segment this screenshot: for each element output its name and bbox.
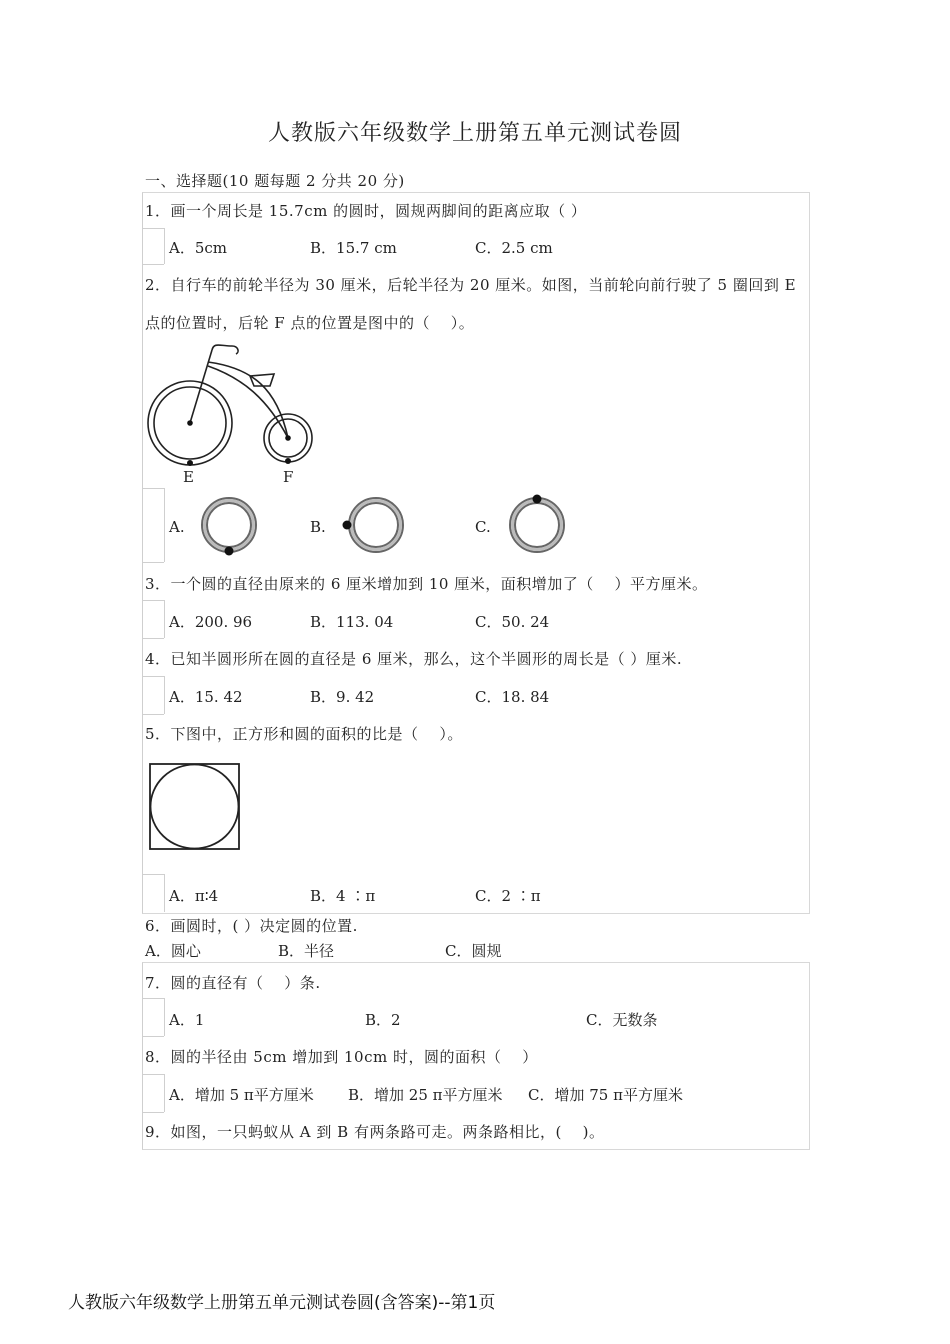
question-5-option-c[interactable]: C．2 ∶π [475,887,541,905]
question-8-option-a[interactable]: A．增加 5 π平方厘米 [169,1086,314,1104]
point-f-label: F [283,468,294,486]
question-1-option-c[interactable]: C．2.5 cm [475,239,553,257]
question-2-option-c[interactable]: C. [475,518,491,536]
question-5-option-b[interactable]: B．4 ∶π [310,887,376,905]
question-8-stem: 8．圆的半径由 5cm 增加到 10cm 时，圆的面积（ ） [145,1048,538,1066]
question-3-option-c[interactable]: C．50. 24 [475,613,550,631]
question-1-option-b[interactable]: B．15.7 cm [310,239,397,257]
question-5-stem: 5．下图中，正方形和圆的面积的比是（ ）。 [145,725,463,743]
question-4-option-c[interactable]: C．18. 84 [475,688,550,706]
question-2-option-b[interactable]: B. [310,518,326,536]
page-title: 人教版六年级数学上册第五单元测试卷圆 [267,121,682,146]
question-2-stem-line2: 点的位置时，后轮 F 点的位置是图中的（ ）。 [145,314,475,332]
square-circle-figure [148,762,244,852]
question-5-option-a[interactable]: A．π∶4 [169,887,219,905]
question-4-option-a[interactable]: A．15. 42 [169,688,243,706]
question-7-option-b[interactable]: B．2 [365,1011,401,1029]
page-footer: 人教版六年级数学上册第五单元测试卷圆(含答案)--第1页 [68,1293,496,1313]
question-2-stem-line1: 2．自行车的前轮半径为 30 厘米，后轮半径为 20 厘米。如图，当前轮向前行驶了 5 圈回到 E [145,276,797,294]
option-b-wheel [340,495,410,559]
question-6-option-b[interactable]: B．半径 [278,942,335,960]
question-6-stem: 6．画圆时，( ）决定圆的位置. [145,917,358,935]
question-2-option-a[interactable]: A. [169,518,185,536]
question-4-stem: 4．已知半圆形所在圆的直径是 6 厘米，那么，这个半圆形的周长是（ ）厘米. [145,650,683,668]
question-7-stem: 7．圆的直径有（ ）条. [145,974,321,992]
point-e-label: E [183,468,194,486]
question-7-option-c[interactable]: C．无数条 [586,1011,658,1029]
bicycle-figure [142,338,332,488]
question-9-stem: 9．如图，一只蚂蚁从 A 到 B 有两条路可走。两条路相比，( )。 [145,1123,605,1141]
question-3-option-b[interactable]: B．113. 04 [310,613,394,631]
question-6-option-a[interactable]: A．圆心 [145,942,201,960]
option-c-wheel [504,492,570,558]
option-a-wheel [198,495,262,559]
question-8-option-c[interactable]: C．增加 75 π平方厘米 [528,1086,683,1104]
question-3-stem: 3．一个圆的直径由原来的 6 厘米增加到 10 厘米，面积增加了（ ）平方厘米。 [145,575,708,593]
question-1-stem: 1．画一个周长是 15.7cm 的圆时，圆规两脚间的距离应取（ ） [145,202,587,220]
question-3-option-a[interactable]: A．200. 96 [169,613,253,631]
question-7-option-a[interactable]: A．1 [169,1011,205,1029]
question-6-option-c[interactable]: C．圆规 [445,942,502,960]
question-8-option-b[interactable]: B．增加 25 π平方厘米 [348,1086,503,1104]
question-1-option-a[interactable]: A．5cm [169,239,228,257]
section-heading: 一、选择题(10 题每题 2 分共 20 分) [145,172,405,190]
question-4-option-b[interactable]: B．9. 42 [310,688,375,706]
